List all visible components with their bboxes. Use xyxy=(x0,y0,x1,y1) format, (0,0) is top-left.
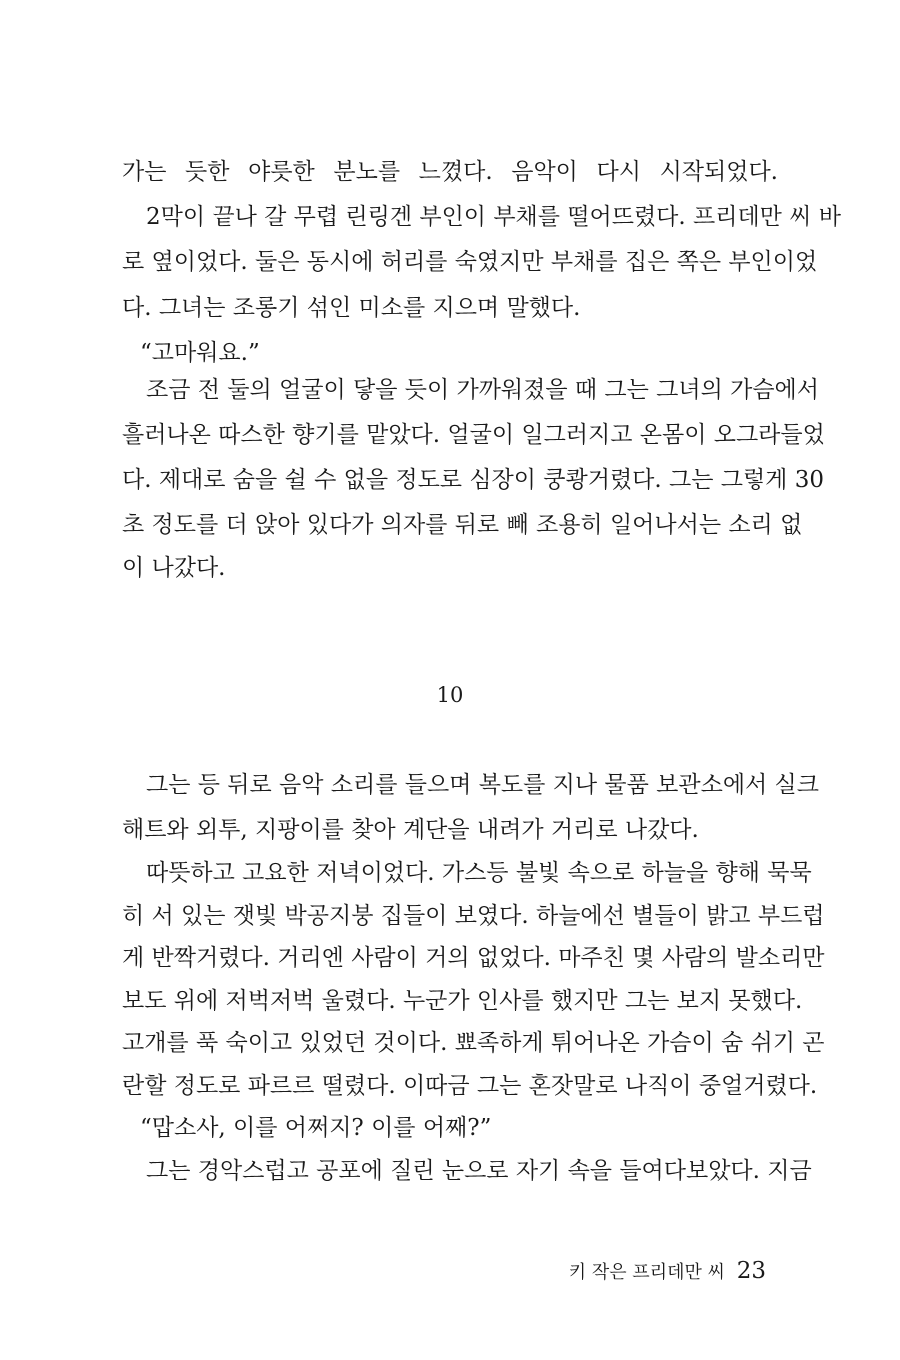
text-line: 조금 전 둘의 얼굴이 닿을 듯이 가까워졌을 때 그는 그녀의 가슴에서 xyxy=(146,377,819,403)
text-line: 로 옆이었다. 둘은 동시에 허리를 숙였지만 부채를 집은 쪽은 부인이었 xyxy=(122,249,818,275)
text-line: 게 반짝거렸다. 거리엔 사람이 거의 없었다. 마주친 몇 사람의 발소리만 xyxy=(122,945,825,971)
text-line: 2막이 끝나 갈 무렵 린링겐 부인이 부채를 떨어뜨렸다. 프리데만 씨 바 xyxy=(146,204,841,230)
text-line: 초 정도를 더 앉아 있다가 의자를 뒤로 빼 조용히 일어나서는 소리 없 xyxy=(122,512,803,538)
text-line: 흘러나온 따스한 향기를 맡았다. 얼굴이 일그러지고 온몸이 오그라들었 xyxy=(122,422,825,448)
text-line: 그는 경악스럽고 공포에 질린 눈으로 자기 속을 들여다보았다. 지금 xyxy=(146,1158,812,1184)
text-line: 고개를 푹 숙이고 있었던 것이다. 뾰족하게 튀어나온 가슴이 숨 쉬기 곤 xyxy=(122,1030,825,1056)
running-title: 키 작은 프리데만 씨 xyxy=(568,1262,725,1283)
section-number: 10 xyxy=(436,683,464,707)
text-line: 란할 정도로 파르르 떨렸다. 이따금 그는 혼잣말로 나직이 중얼거렸다. xyxy=(122,1073,818,1099)
text-line: 히 서 있는 잿빛 박공지붕 집들이 보였다. 하늘에선 별들이 밝고 부드럽 xyxy=(122,903,825,929)
text-line: 다. 그녀는 조롱기 섞인 미소를 지으며 말했다. xyxy=(122,295,581,321)
text-line: 해트와 외투, 지팡이를 찾아 계단을 내려가 거리로 나갔다. xyxy=(122,817,699,843)
text-line: 가는 듯한 야릇한 분노를 느꼈다. 음악이 다시 시작되었다. xyxy=(122,159,778,185)
page-number: 23 xyxy=(736,1258,766,1284)
text-line: 다. 제대로 숨을 쉴 수 없을 정도로 심장이 쿵쾅거렸다. 그는 그렇게 30 xyxy=(122,467,824,493)
text-line: “고마워요.” xyxy=(140,340,260,366)
text-line: 그는 등 뒤로 음악 소리를 들으며 복도를 지나 물품 보관소에서 실크 xyxy=(146,772,819,798)
page-footer xyxy=(569,1256,766,1288)
text-line: 보도 위에 저벅저벅 울렸다. 누군가 인사를 했지만 그는 보지 못했다. xyxy=(122,988,803,1014)
text-line: 이 나갔다. xyxy=(122,555,226,581)
text-line: “맙소사, 이를 어쩌지? 이를 어째?” xyxy=(140,1115,492,1141)
text-line: 따뜻하고 고요한 저녁이었다. 가스등 불빛 속으로 하늘을 향해 묵묵 xyxy=(146,860,812,886)
